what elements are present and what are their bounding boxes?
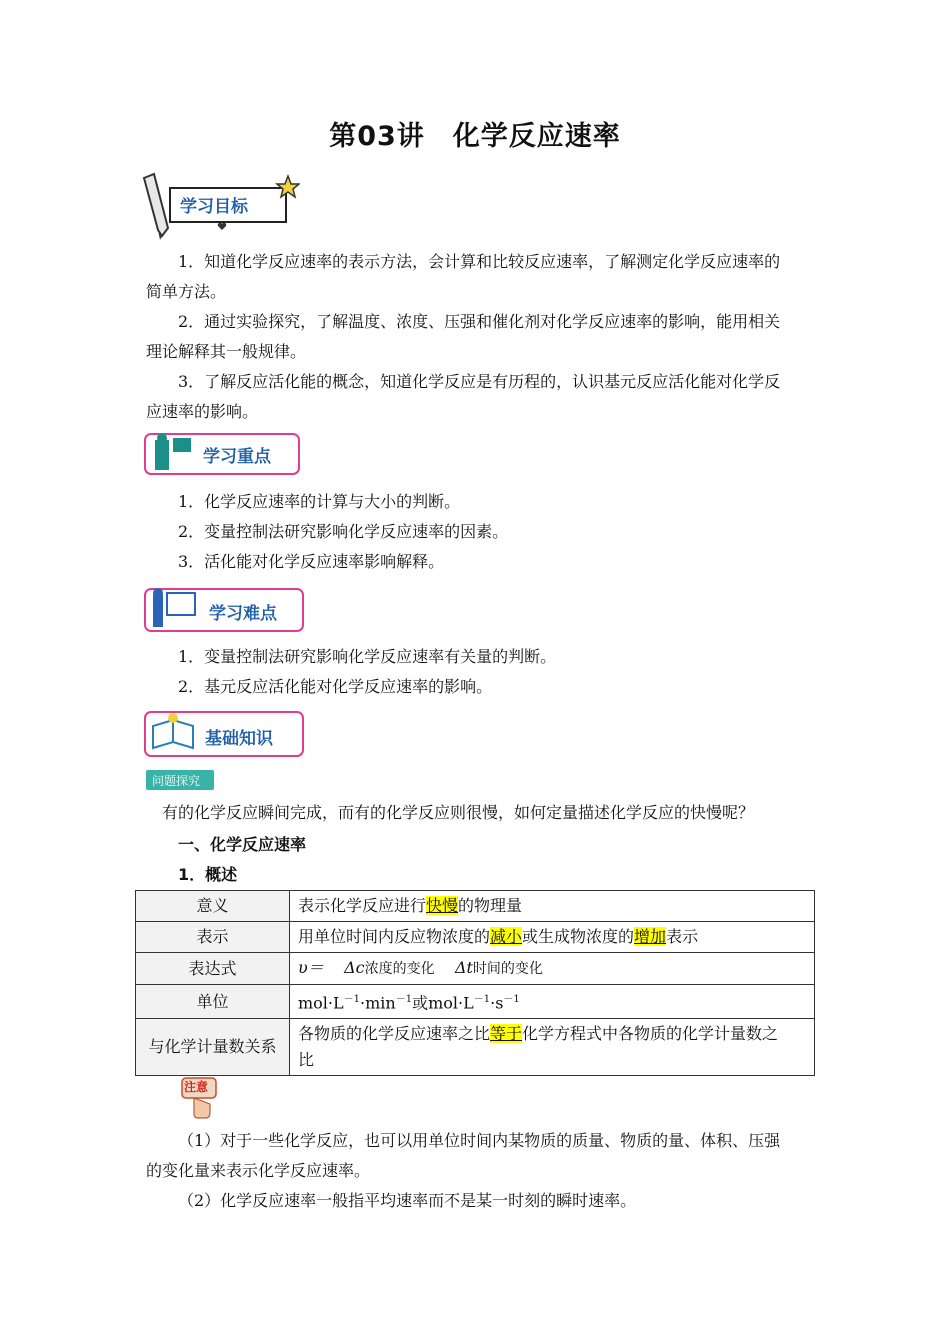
question-tag-label: 问题探究 <box>152 774 201 788</box>
table-value-formula: υ＝ Δc浓度的变化 Δt时间的变化 <box>290 953 815 985</box>
subsection-heading: 1．概述 <box>178 865 238 884</box>
overview-table <box>135 890 815 1076</box>
note-item: （2）化学反应速率一般指平均速率而不是某一时刻的瞬时速率。 <box>178 1191 637 1210</box>
list-item: 应速率的影响。 <box>146 402 259 421</box>
list-item: 理论解释其一般规律。 <box>146 342 307 361</box>
list-item: 简单方法。 <box>146 282 227 301</box>
notes <box>146 1126 810 1216</box>
note-badge-label: 注意 <box>184 1080 209 1094</box>
table-value: 表示化学反应进行快慢的物理量 <box>290 891 815 922</box>
list-item: 3．活化能对化学反应速率影响解释。 <box>178 552 445 571</box>
badge-label: 学习目标 <box>180 197 248 217</box>
badge-learning-goals <box>140 170 300 240</box>
list-item: 1．知道化学反应速率的表示方法，会计算和比较反应速率，了解测定化学反应速率的 <box>178 252 781 271</box>
list-item: 2．变量控制法研究影响化学反应速率的因素。 <box>178 522 509 541</box>
list-item: 2．基元反应活化能对化学反应速率的影响。 <box>178 677 493 696</box>
table-value: 用单位时间内反应物浓度的减小或生成物浓度的增加表示 <box>290 922 815 953</box>
badge-label: 学习难点 <box>209 604 277 624</box>
goals-list <box>146 247 810 427</box>
badge-basics <box>143 708 308 762</box>
list-item: 1．变量控制法研究影响化学反应速率有关量的判断。 <box>178 647 557 666</box>
question-tag <box>146 770 214 790</box>
badge-label: 学习重点 <box>203 447 271 467</box>
section-heading: 一、化学反应速率 <box>178 835 307 854</box>
list-item: 2．通过实验探究，了解温度、浓度、压强和催化剂对化学反应速率的影响，能用相关 <box>178 312 781 331</box>
table-key: 表示 <box>136 922 290 953</box>
page-title: 第03讲 化学反应速率 <box>329 121 621 152</box>
table-key: 单位 <box>136 985 290 1019</box>
list-item: 3．了解反应活化能的概念，知道化学反应是有历程的，认识基元反应活化能对化学反 <box>178 372 781 391</box>
table-row <box>136 985 815 1019</box>
note-item: 的变化量来表示化学反应速率。 <box>146 1161 371 1180</box>
key-points-list <box>178 487 842 577</box>
badge-label: 基础知识 <box>205 729 273 749</box>
table-value-unit: $mol\cdot L^{-1}\cdot\min^{-1}$或$mol\cdot L^{-1}\cdot s^{-1}$ <box>290 985 815 1019</box>
note-item: （1）对于一些化学反应，也可以用单位时间内某物质的质量、物质的量、体积、压强 <box>178 1131 781 1150</box>
table-row <box>136 922 815 953</box>
table-key: 与化学计量数关系 <box>136 1019 290 1076</box>
table-key: 表达式 <box>136 953 290 985</box>
table-row <box>136 953 815 985</box>
difficult-points-list <box>178 642 842 702</box>
table-row <box>136 891 815 922</box>
table-row <box>136 1019 815 1076</box>
badge-difficult-points <box>143 585 308 637</box>
table-key: 意义 <box>136 891 290 922</box>
question-text: 有的化学反应瞬间完成，而有的化学反应则很慢，如何定量描述化学反应的快慢呢？ <box>162 803 755 822</box>
note-badge <box>176 1074 222 1120</box>
list-item: 1．化学反应速率的计算与大小的判断。 <box>178 492 461 511</box>
badge-key-points <box>143 430 303 478</box>
table-value: 各物质的化学反应速率之比等于化学方程式中各物质的化学计量数之 比 <box>290 1019 815 1076</box>
